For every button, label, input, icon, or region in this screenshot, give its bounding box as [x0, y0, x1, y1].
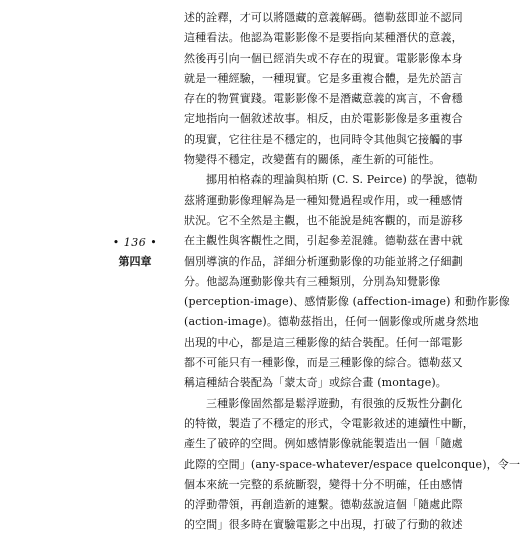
text-line: 稱這種結合裝配為「蒙太奇」或綜合畫 (montage)。	[184, 376, 447, 390]
text-line: 此際的空間」(any-space-whatever/espace quelconque)，令一	[184, 457, 520, 471]
text-line: 出現的中心，都是這三種影像的結合裝配。任何一部電影	[184, 335, 463, 349]
body-text	[184, 8, 520, 536]
paragraph-1	[184, 8, 463, 170]
text-line: 的浮動帶領，再創造新的連繫。德勒茲說這個「隨處此際	[184, 498, 463, 512]
text-line: 產生了破碎的空間。例如感情影像就能製造出一個「隨處	[184, 437, 463, 451]
text-line: 就是一種經驗，一種現實。它是多重複合體，是先於語言	[184, 71, 463, 85]
text-line: 的現實，它往往是不穩定的，也同時令其他與它接觸的事	[184, 132, 463, 146]
chapter-label: 第四章	[118, 255, 152, 268]
text-line: (perception-image)、感情影像 (affection-image) 和動作影像	[184, 295, 510, 309]
page-number: • 136 •	[112, 236, 158, 249]
text-line: 挪用柏格森的理論與柏斯 (C. S. Peirce) 的學說，德勒	[206, 173, 478, 187]
text-line: 物變得不穩定，改變舊有的關係，產生新的可能性。	[184, 153, 441, 167]
text-line: 的空間」很多時在實驗電影之中出現，打破了行動的敘述	[184, 518, 463, 532]
text-line: 茲將運動影像理解為是一種知覺過程或作用，或一種感情	[184, 193, 463, 207]
text-line: 然後再引向一個已經消失或不存在的現實。電影影像本身	[184, 51, 463, 65]
text-line: 述的詮釋，才可以將隱藏的意義解碼。德勒茲即並不認同	[184, 11, 463, 24]
text-line: 在主觀性與客觀性之間，引起參差混雜。德勒茲在書中就	[184, 234, 463, 248]
text-line: 個本來統一完整的系統斷裂，變得十分不明確，任由感情	[184, 477, 463, 491]
paragraph-3	[184, 394, 520, 536]
text-line: 這種看法。他認為電影影像不是要指向某種潛伏的意義，	[184, 31, 463, 45]
text-line: 定地指向一個敘述故事。相反，由於電影影像是多重複合	[184, 112, 463, 126]
text-line: 狀況。它不全然是主觀，也不能說是純客觀的，而是游移	[184, 213, 463, 227]
text-line: 分。他認為運動影像共有三種類別，分別為知覺影像	[184, 274, 441, 288]
margin-note	[110, 236, 160, 269]
text-line: 存在的物質實踐。電影影像不是潛藏意義的寓言，不會穩	[184, 92, 463, 106]
text-line: (action-image)。德勒茲指出，任何一個影像或所處身然地	[184, 315, 479, 329]
text-line: 的特徵，製造了不穩定的形式，令電影敘述的連續性中斷，	[184, 416, 474, 430]
text-line: 都不可能只有一種影像，而是三種影像的綜合。德勒茲又	[184, 356, 463, 370]
paragraph-2	[184, 170, 510, 393]
text-line: 個別導演的作品，詳細分析運動影像的功能並將之仔細劃	[184, 254, 463, 268]
text-line: 三種影像固然都是鬆浮遊動，有很強的反叛性分劃化	[206, 396, 463, 410]
